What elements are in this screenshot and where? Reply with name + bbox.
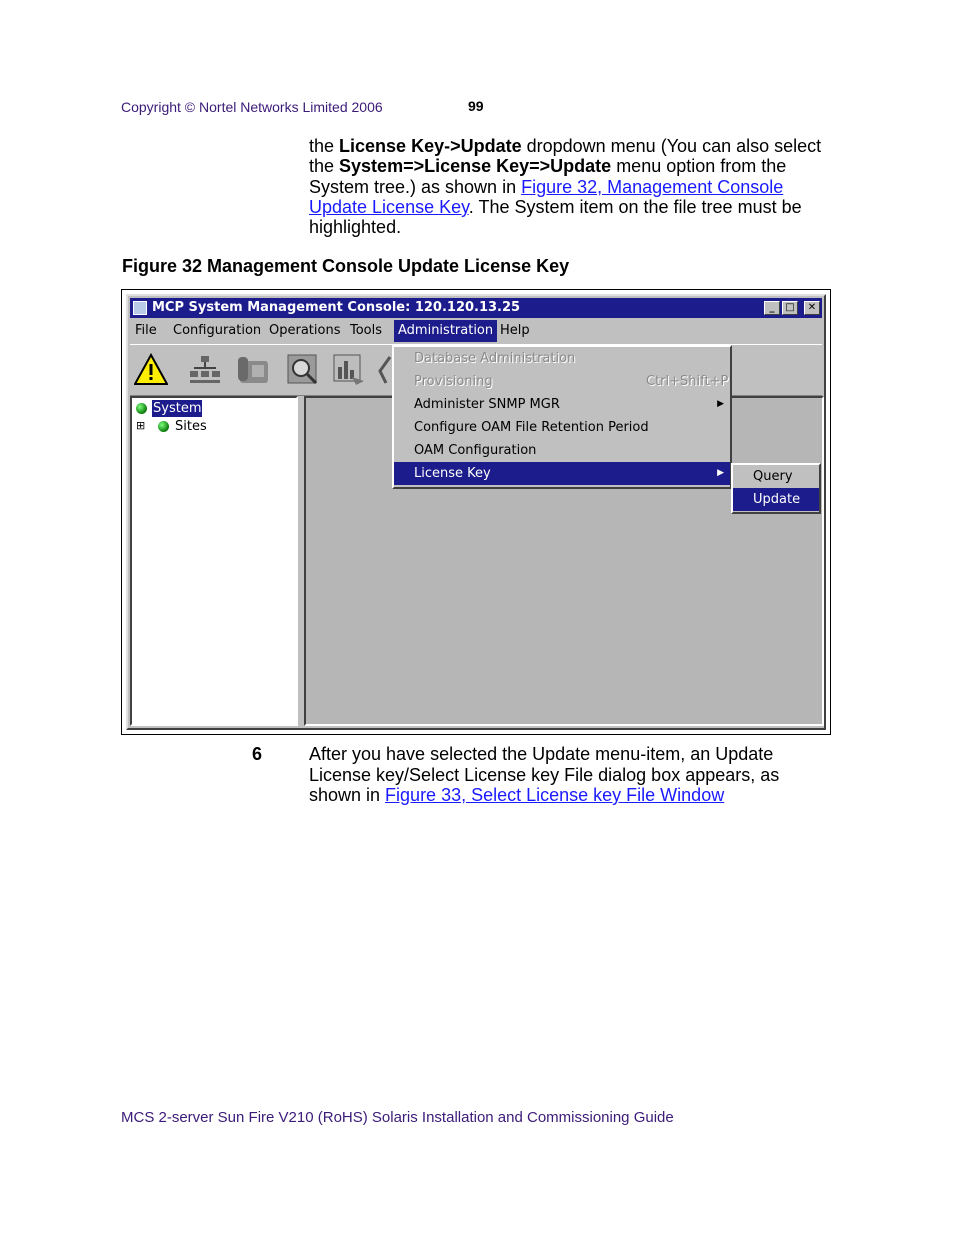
- intro-paragraph: [309, 136, 839, 237]
- menu-configuration[interactable]: Configuration: [173, 323, 262, 338]
- figure-33-link[interactable]: Figure 33, Select License key File Window: [385, 785, 725, 805]
- menu-item-label: Administer SNMP MGR: [414, 397, 560, 412]
- app-icon: [133, 301, 147, 315]
- submenu-item-query[interactable]: Query: [753, 469, 793, 484]
- menu-item-provisioning: [394, 370, 730, 393]
- intro-bold-1: License Key->Update: [339, 136, 522, 156]
- figure-32-link[interactable]: Figure 32, Management Console Update License Key: [309, 176, 784, 217]
- intro-text-3: menu option from the System tree.) as shown in: [309, 156, 787, 197]
- warning-icon[interactable]: [134, 353, 168, 387]
- submenu-arrow-icon: ▶: [717, 399, 724, 409]
- system-tree: [130, 396, 298, 726]
- menu-item-label: OAM Configuration: [414, 443, 537, 458]
- step-paragraph: [309, 744, 829, 806]
- expand-icon[interactable]: ⊞: [136, 419, 146, 432]
- menu-item-shortcut: Ctrl+Shift+P: [646, 374, 729, 389]
- close-button[interactable]: ✕: [804, 301, 820, 315]
- intro-text-4: . The System item on the file tree must be highlighted.: [309, 196, 802, 238]
- menu-help[interactable]: Help: [500, 323, 530, 338]
- menu-operations[interactable]: Operations: [269, 323, 341, 338]
- menu-item-label: Configure OAM File Retention Period: [414, 420, 649, 435]
- network-icon[interactable]: [188, 353, 222, 387]
- menu-tools[interactable]: Tools: [350, 323, 383, 338]
- submenu-item-update[interactable]: Update: [733, 488, 819, 511]
- status-dot-icon: [158, 421, 169, 432]
- tree-item-system[interactable]: System: [153, 401, 202, 416]
- status-dot-icon: [136, 403, 147, 414]
- intro-text-2: dropdown menu (You can also select the: [309, 136, 822, 177]
- menu-item-label: Provisioning: [414, 374, 493, 389]
- menu-item-label: Database Administration: [414, 351, 576, 366]
- license-key-submenu: [731, 463, 821, 514]
- intro-text-1: the: [309, 136, 340, 156]
- phone-icon[interactable]: [236, 353, 270, 387]
- intro-bold-2: System=>License Key=>Update: [339, 156, 612, 177]
- menu-bar: [130, 320, 822, 342]
- menu-item-configure-oam-retention[interactable]: [394, 416, 730, 439]
- maximize-button[interactable]: □: [782, 301, 798, 315]
- menu-administration[interactable]: Administration: [394, 320, 497, 342]
- page-number: 99: [468, 98, 484, 114]
- magnifier-icon[interactable]: [286, 353, 320, 387]
- header-copyright: Copyright © Nortel Networks Limited 2006: [121, 99, 383, 115]
- menu-file[interactable]: File: [135, 323, 157, 338]
- step-number: 6: [252, 744, 263, 764]
- menu-item-database-administration: [394, 347, 730, 370]
- menu-item-license-key[interactable]: [394, 462, 730, 485]
- menu-item-oam-configuration[interactable]: [394, 439, 730, 462]
- window-title: MCP System Management Console: 120.120.13.25: [152, 300, 521, 315]
- minimize-button[interactable]: _: [764, 301, 780, 315]
- menu-item-label: License Key: [414, 466, 491, 481]
- menu-item-administer-snmp-mgr[interactable]: [394, 393, 730, 416]
- step-text: After you have selected the Update menu-item, an Update License key/Select License key File dialog box appears, as shown in: [309, 744, 780, 805]
- chart-icon[interactable]: [332, 353, 366, 387]
- console-window: [126, 294, 826, 730]
- page-footer: MCS 2-server Sun Fire V210 (RoHS) Solaris Installation and Commissioning Guide: [121, 1109, 674, 1126]
- wrench-icon[interactable]: [376, 353, 392, 387]
- tree-item-sites[interactable]: Sites: [175, 419, 207, 434]
- submenu-arrow-icon: ▶: [717, 468, 724, 478]
- figure-caption: Figure 32 Management Console Update License Key: [122, 256, 570, 276]
- window-title-bar[interactable]: [130, 298, 822, 318]
- administration-dropdown: [392, 345, 732, 489]
